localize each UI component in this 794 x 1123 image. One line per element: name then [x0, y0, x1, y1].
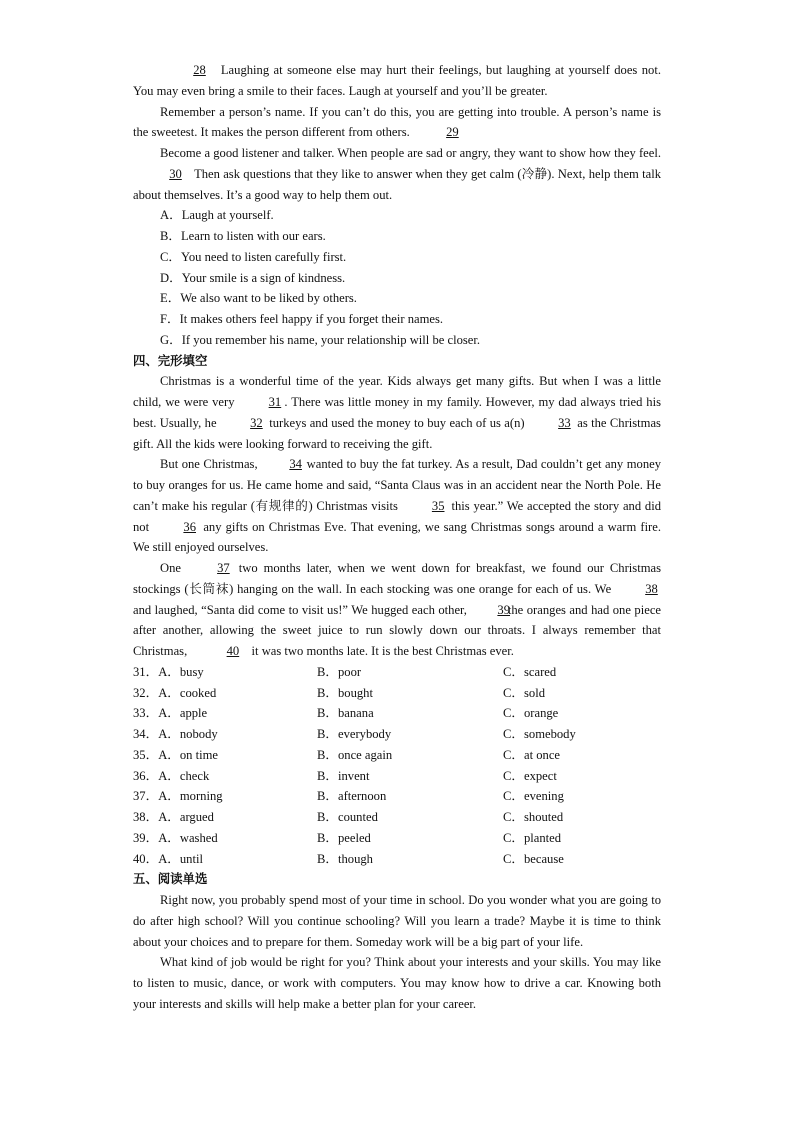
blank-30[interactable]: 30	[169, 166, 182, 181]
choice-row	[133, 828, 661, 849]
question-number: 38．	[133, 810, 159, 824]
option-f: F．It makes others feel happy if you forget their names.	[160, 312, 444, 326]
choice-b[interactable]: B．invent	[317, 768, 370, 783]
blank-32[interactable]: 32	[250, 415, 263, 430]
choice-b[interactable]: B．though	[317, 851, 373, 866]
choice-b[interactable]: B．counted	[317, 810, 378, 824]
choice-a[interactable]: A．check	[158, 768, 210, 783]
choice-c[interactable]: C．at once	[503, 747, 561, 762]
choice-b[interactable]: B．afternoon	[317, 789, 387, 804]
question-number: 35．	[133, 747, 159, 762]
question-number: 40．	[133, 851, 159, 866]
cloze-paragraph: One 37 two months later, when we went down for breakfast, we found our Christmas stockings (长筒袜) hanging on the wall. In each stocking was one orange for each of us. We 38 and laughed, “Santa did come to visit us!” We hugged each other, 39 the oranges and had one piece after another, allowing the sweet juice to run slowly down our throats. I always remember that Christmas, 40 it was two months late. It is the best Christmas ever.	[133, 558, 661, 662]
choice-a[interactable]: A．morning	[158, 789, 223, 804]
choice-c[interactable]: C．orange	[503, 706, 559, 721]
choice-row	[133, 662, 661, 683]
question-number: 33．	[133, 706, 159, 721]
question-number: 32．	[133, 685, 159, 700]
option-c: C．You need to listen carefully first.	[160, 249, 347, 264]
option-b: B．Learn to listen with our ears.	[160, 229, 326, 243]
choice-a[interactable]: A．nobody	[158, 727, 218, 741]
blank-36[interactable]: 36	[183, 519, 196, 534]
choice-b[interactable]: B．banana	[317, 706, 374, 721]
blank-40[interactable]: 40	[226, 644, 240, 658]
option-e: E．We also want to be liked by others.	[160, 291, 357, 306]
question-number: 37．	[133, 789, 159, 804]
question-number: 39．	[133, 830, 159, 845]
blank-38[interactable]: 38	[645, 581, 658, 596]
choice-c[interactable]: C．because	[503, 851, 564, 866]
choice-row	[133, 745, 661, 766]
section-heading-reading: 五、阅读单选	[133, 871, 208, 887]
choice-a[interactable]: A．argued	[158, 810, 214, 824]
choice-c[interactable]: C．planted	[503, 830, 562, 845]
passage-paragraph: Become a good listener and talker. When people are sad or angry, they want to show how they feel. 30 Then ask questions that they like to answer when they get calm (冷静). Next, help them talk about themselves. It’s a good way to help them out.	[133, 146, 662, 202]
choice-b[interactable]: B．bought	[317, 685, 373, 700]
blank-34[interactable]: 34	[289, 457, 302, 472]
blank-28[interactable]: 28	[193, 63, 206, 77]
choice-c[interactable]: C．scared	[503, 664, 557, 679]
choice-c[interactable]: C．somebody	[503, 727, 576, 741]
choice-row	[133, 724, 661, 745]
passage-paragraph: 28 Laughing at someone else may hurt their feelings, but laughing at yourself does not. You may even bring a smile to their faces. Laugh at yourself and you’ll be greater.	[133, 60, 661, 102]
question-number: 34．	[133, 727, 159, 741]
blank-31[interactable]: 31	[268, 395, 282, 409]
option-a: A．Laugh at yourself.	[160, 208, 274, 223]
section-heading-cloze: 四、完形填空	[133, 352, 208, 368]
choice-row	[133, 703, 661, 724]
choice-row	[133, 683, 661, 704]
cloze-paragraph: Christmas is a wonderful time of the year. Kids always get many gifts. But when I was a little child, we were very 31 . There was little money in my family. However, my dad always tried his best. Usually, he 32 turkeys and used the money to buy each of us a(n) 33 as the Christmas gift. All the kids were looking forward to receiving the gift.	[133, 374, 662, 451]
blank-37[interactable]: 37	[217, 561, 230, 575]
option-g: G．If you remember his name, your relationship will be closer.	[160, 332, 481, 347]
choice-a[interactable]: A．busy	[158, 664, 204, 679]
blank-33[interactable]: 33	[558, 415, 571, 430]
cloze-paragraph: But one Christmas, 34 wanted to buy the fat turkey. As a result, Dad couldn’t get any money to buy oranges for us. He came home and said, “Santa Claus was in an accident near the North Pole. He can’t make his regular (有规律的) Christmas visits 35 this year.” We accepted the story and did not 36 any gifts on Christmas Eve. That evening, we sang Christmas songs around a warm fire. We still enjoyed ourselves.	[133, 454, 661, 558]
exam-page	[133, 60, 661, 1015]
choice-a[interactable]: A．apple	[158, 706, 208, 721]
choice-b[interactable]: B．peeled	[317, 830, 371, 845]
choice-row	[133, 766, 661, 787]
choice-b[interactable]: B．poor	[317, 664, 362, 679]
reading-paragraph: Right now, you probably spend most of your time in school. Do you wonder what you are going to do after high school? Will you continue schooling? Will you learn a trade? Maybe it is time to think about your choices and to prepare for them. Someday work will be a big part of your life.	[133, 893, 661, 949]
question-number: 31．	[133, 664, 159, 679]
choice-a[interactable]: A．cooked	[158, 685, 217, 700]
choice-c[interactable]: C．evening	[503, 789, 564, 804]
choice-row	[133, 786, 661, 807]
blank-35[interactable]: 35	[431, 498, 445, 513]
reading-paragraph: What kind of job would be right for you? Think about your interests and your skills. You may like to listen to music, dance, or work with computers. You may know how to drive a car. Knowing both your interests and skills will help make a better plan for your career.	[133, 955, 661, 1011]
passage-paragraph: Remember a person’s name. If you can’t do this, you are getting into trouble. A person’s name is the sweetest. It makes the person different from others. 29	[133, 102, 661, 144]
choice-a[interactable]: A．until	[158, 851, 203, 866]
choice-b[interactable]: B．everybody	[317, 727, 392, 741]
choice-a[interactable]: A．on time	[158, 747, 219, 762]
blank-39[interactable]: 39	[497, 602, 510, 617]
choice-row	[133, 807, 661, 828]
choice-a[interactable]: A．washed	[158, 830, 218, 845]
choice-b[interactable]: B．once again	[317, 747, 393, 762]
blank-29[interactable]: 29	[446, 125, 459, 140]
choice-row	[133, 849, 661, 870]
option-d: D．Your smile is a sign of kindness.	[160, 270, 346, 285]
choice-c[interactable]: C．expect	[503, 768, 557, 783]
choice-c[interactable]: C．shouted	[503, 810, 564, 824]
choice-c[interactable]: C．sold	[503, 685, 545, 700]
option-list	[133, 205, 661, 350]
question-number: 36．	[133, 768, 159, 783]
choice-table	[133, 662, 661, 870]
